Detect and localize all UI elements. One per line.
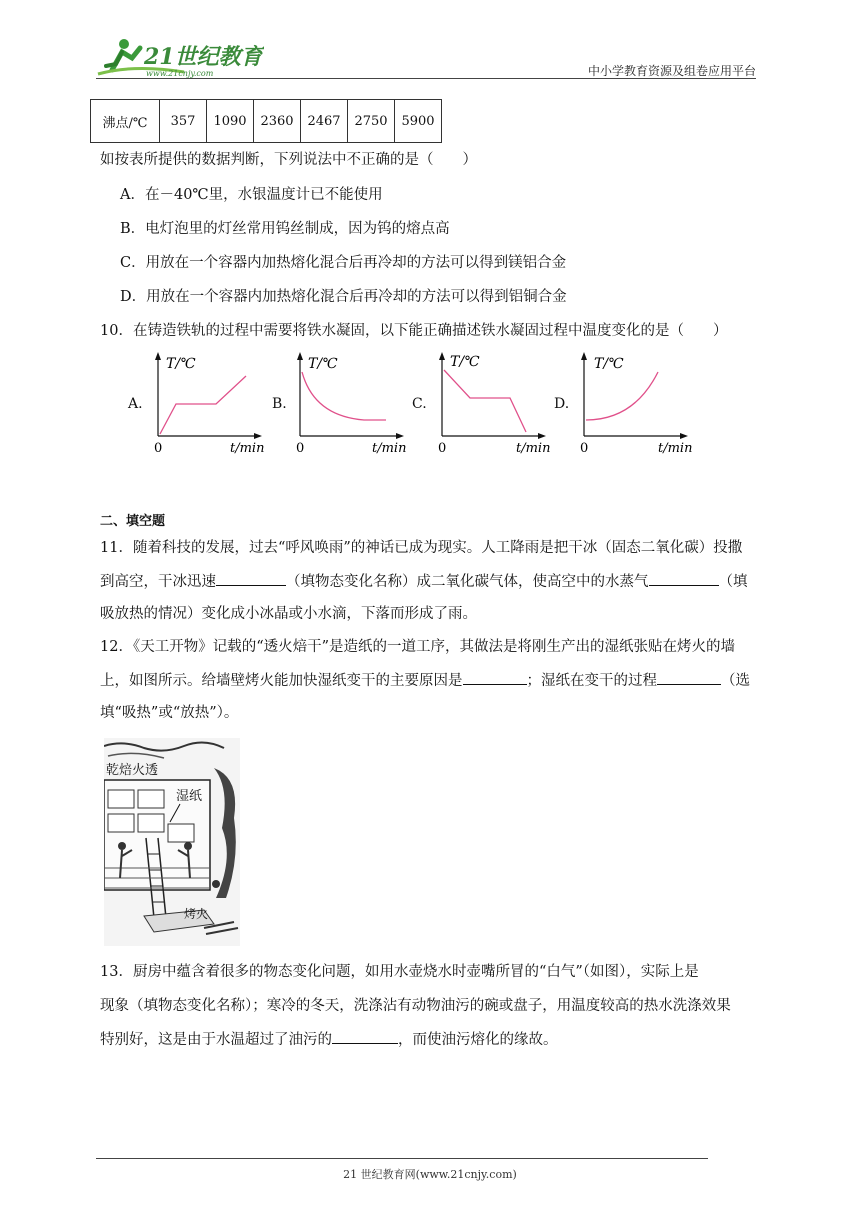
q11-line2-part2: （填物态变化名称）成二氧化碳气体，使高空中的水蒸气: [286, 574, 649, 590]
graph-d-x-label: t/min: [658, 441, 693, 456]
q12-line2-part2: ；湿纸在变干的过程: [526, 673, 657, 689]
table-cell: 2750: [348, 100, 395, 143]
header-divider: [96, 78, 756, 79]
table-cell: 2360: [254, 100, 301, 143]
graph-d-origin: 0: [580, 441, 589, 456]
table-cell: 357: [160, 100, 207, 143]
footer-text: 21 世纪教育网(www.21cnjy.com): [343, 1168, 517, 1181]
graph-d: [574, 350, 699, 460]
q10-stem: 10．在铸造铁轨的过程中需要将铁水凝固，以下能正确描述铁水凝固过程中温度变化的是（ ）: [100, 323, 728, 339]
q13-line1: 13．厨房中蕴含着很多的物态变化问题，如用水壶烧水时壶嘴所冒的“白气”（如图），实际上是: [100, 964, 699, 980]
graph-b-origin: 0: [296, 441, 305, 456]
q11-line3: 吸放热的情况）变化成小冰晶或小水滴，下落而形成了雨。: [100, 606, 477, 622]
q12-blank-2[interactable]: [657, 670, 721, 685]
graph-d-curve: [586, 372, 658, 420]
graph-b: [290, 350, 415, 460]
graph-c-curve: [444, 370, 526, 432]
logo-url: www.21cnjy.com: [146, 69, 214, 78]
q12-line2: [100, 670, 750, 691]
q9-option-b: B．电灯泡里的灯丝常用钨丝制成，因为钨的熔点高: [120, 221, 450, 237]
graph-a-curve: [160, 376, 246, 434]
illustration-title: 乾焙火透: [106, 763, 159, 778]
site-logo: [94, 34, 264, 82]
paper-drying-illustration: [104, 738, 240, 946]
q13-line3: [100, 1029, 558, 1050]
q12-blank-1[interactable]: [463, 670, 527, 685]
table-cell: 2467: [301, 100, 348, 143]
q13-line2: 现象（填物态变化名称）；寒冷的冬天，洗涤沾有动物油污的碗或盘子，用温度较高的热水洗涤效果: [100, 998, 731, 1014]
q9-option-c: C．用放在一个容器内加热熔化混合后再冷却的方法可以得到镁铝合金: [120, 255, 567, 271]
graph-a: [148, 350, 273, 460]
footer-divider: [96, 1158, 708, 1159]
graph-a-x-label: t/min: [230, 441, 265, 456]
q9-option-d: D．用放在一个容器内加热熔化混合后再冷却的方法可以得到铝铜合金: [120, 289, 567, 305]
graph-b-x-label: t/min: [372, 441, 407, 456]
q12-line3: 填“吸热”或“放热”）。: [100, 705, 239, 721]
table-cell: 5900: [395, 100, 442, 143]
graph-c-letter: C.: [412, 396, 427, 412]
boiling-point-table: [90, 99, 442, 143]
graph-b-curve: [302, 372, 386, 420]
graph-d-letter: D.: [554, 396, 570, 412]
graph-a-y-label: T/℃: [166, 356, 196, 372]
graph-c: [432, 350, 557, 460]
illustration-paper-label: 湿纸: [176, 789, 203, 804]
runner-logo-icon: [94, 34, 264, 82]
graph-a-letter: A.: [128, 396, 143, 412]
logo-text: 21世纪教育: [144, 44, 263, 70]
q11-blank-1[interactable]: [216, 571, 286, 586]
q11-line1: 11．随着科技的发展，过去“呼风唤雨”的神话已成为现实。人工降雨是把干冰（固态二氧化碳）投撒: [100, 540, 743, 556]
q12-line1: 12．《天工开物》记载的“透火焙干”是造纸的一道工序，其做法是将刚生产出的湿纸张贴在烤火的墙: [100, 639, 736, 655]
graph-a-origin: 0: [154, 441, 163, 456]
q11-blank-2[interactable]: [649, 571, 719, 586]
q11-line2-part3: （填: [718, 574, 748, 590]
graph-c-y-label: T/℃: [450, 354, 480, 370]
q13-blank-1[interactable]: [332, 1029, 398, 1044]
graph-b-y-label: T/℃: [308, 356, 338, 372]
q13-line3-part2: ，而使油污熔化的缘故。: [398, 1032, 558, 1048]
site-name: 中小学教育资源及组卷应用平台: [587, 64, 756, 78]
q12-line2-part3: （选: [721, 673, 750, 689]
section-title: 二、填空题: [100, 514, 166, 529]
q11-line2-part1: 到高空，干冰迅速: [100, 574, 216, 590]
illustration-fire-label: 烤火: [184, 907, 209, 921]
table-row-label: 沸点/℃: [91, 100, 160, 143]
q12-line2-part1: 上，如图所示。给墙壁烤火能加快湿纸变干的主要原因是: [100, 673, 463, 689]
graph-c-x-label: t/min: [516, 441, 551, 456]
q9-option-a: A．在－40℃里，水银温度计已不能使用: [120, 187, 383, 203]
table-row: [91, 100, 442, 143]
q13-line3-part1: 特别好，这是由于水温超过了油污的: [100, 1032, 332, 1048]
graph-b-letter: B.: [272, 396, 287, 412]
q9-stem: 如按表所提供的数据判断，下列说法中不正确的是（ ）: [100, 152, 477, 168]
table-cell: 1090: [207, 100, 254, 143]
graph-d-y-label: T/℃: [594, 356, 624, 372]
q11-line2: [100, 571, 748, 592]
graph-c-origin: 0: [438, 441, 447, 456]
